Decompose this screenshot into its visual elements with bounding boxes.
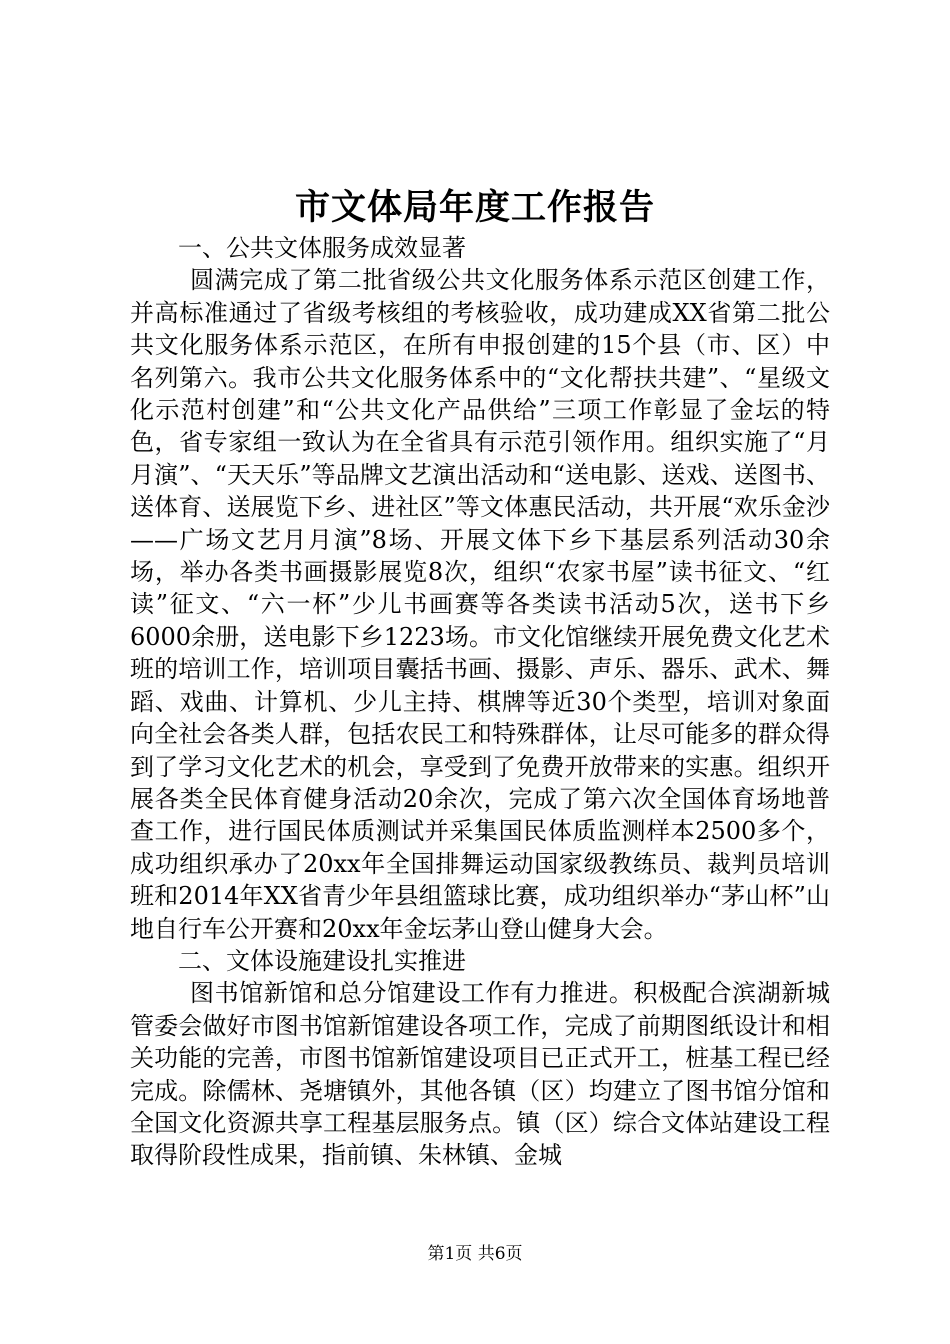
document-body (130, 232, 830, 1172)
section-paragraph: 圆满完成了第二批省级公共文化服务体系示范区创建工作，并高标准通过了省级考核组的考核验收，成功建成XX省第二批公共文化服务体系示范区，在所有申报创建的15个县（市、区）中名列第六。我市公共文化服务体系中的“文化帮扶共建”、“星级文化示范村创建”和“公共文化产品供给”三项工作彰显了金坛的特色，省专家组一致认为在全省具有示范引领作用。组织实施了“月月演”、“天天乐”等品牌文艺演出活动和“送电影、送戏、送图书、送体育、送展览下乡、进社区”等文体惠民活动，共开展“欢乐金沙——广场文艺月月演”8场、开展文体下乡下基层系列活动30余场，举办各类书画摄影展览8次，组织“农家书屋”读书征文、“红读”征文、“六一杯”少儿书画赛等各类读书活动5次，送书下乡6000余册，送电影下乡1223场。市文化馆继续开展免费文化艺术班的培训工作，培训项目囊括书画、摄影、声乐、器乐、武术、舞蹈、戏曲、计算机、少儿主持、棋牌等近30个类型，培训对象面向全社会各类人群，包括农民工和特殊群体，让尽可能多的群众得到了学习文化艺术的机会，享受到了免费开放带来的实惠。组织开展各类全民体育健身活动20余次，完成了第六次全国体育场地普查工作，进行国民体质测试并采集国民体质监测样本2500多个，成功组织承办了20xx年全国排舞运动国家级教练员、裁判员培训班和2014年XX省青少年县组篮球比赛，成功组织举办“茅山杯”山地自行车公开赛和20xx年金坛茅山登山健身大会。 (130, 266, 830, 943)
document-title: 市文体局年度工作报告 (294, 187, 655, 228)
section-heading: 一、公共文体服务成效显著 (178, 234, 466, 262)
section-paragraph: 图书馆新馆和总分馆建设工作有力推进。积极配合滨湖新城管委会做好市图书馆新馆建设各项工作，完成了前期图纸设计和相关功能的完善，市图书馆新馆建设项目已正式开工，桩基工程已经完成。除儒林、尧塘镇外，其他各镇（区）均建立了图书馆分馆和全国文化资源共享工程基层服务点。镇（区）综合文体站建设工程取得阶段性成果，指前镇、朱林镇、金城 (130, 979, 830, 1170)
section-heading: 二、文体设施建设扎实推进 (178, 946, 466, 975)
page-footer: 第1页 共6页 (427, 1244, 523, 1264)
